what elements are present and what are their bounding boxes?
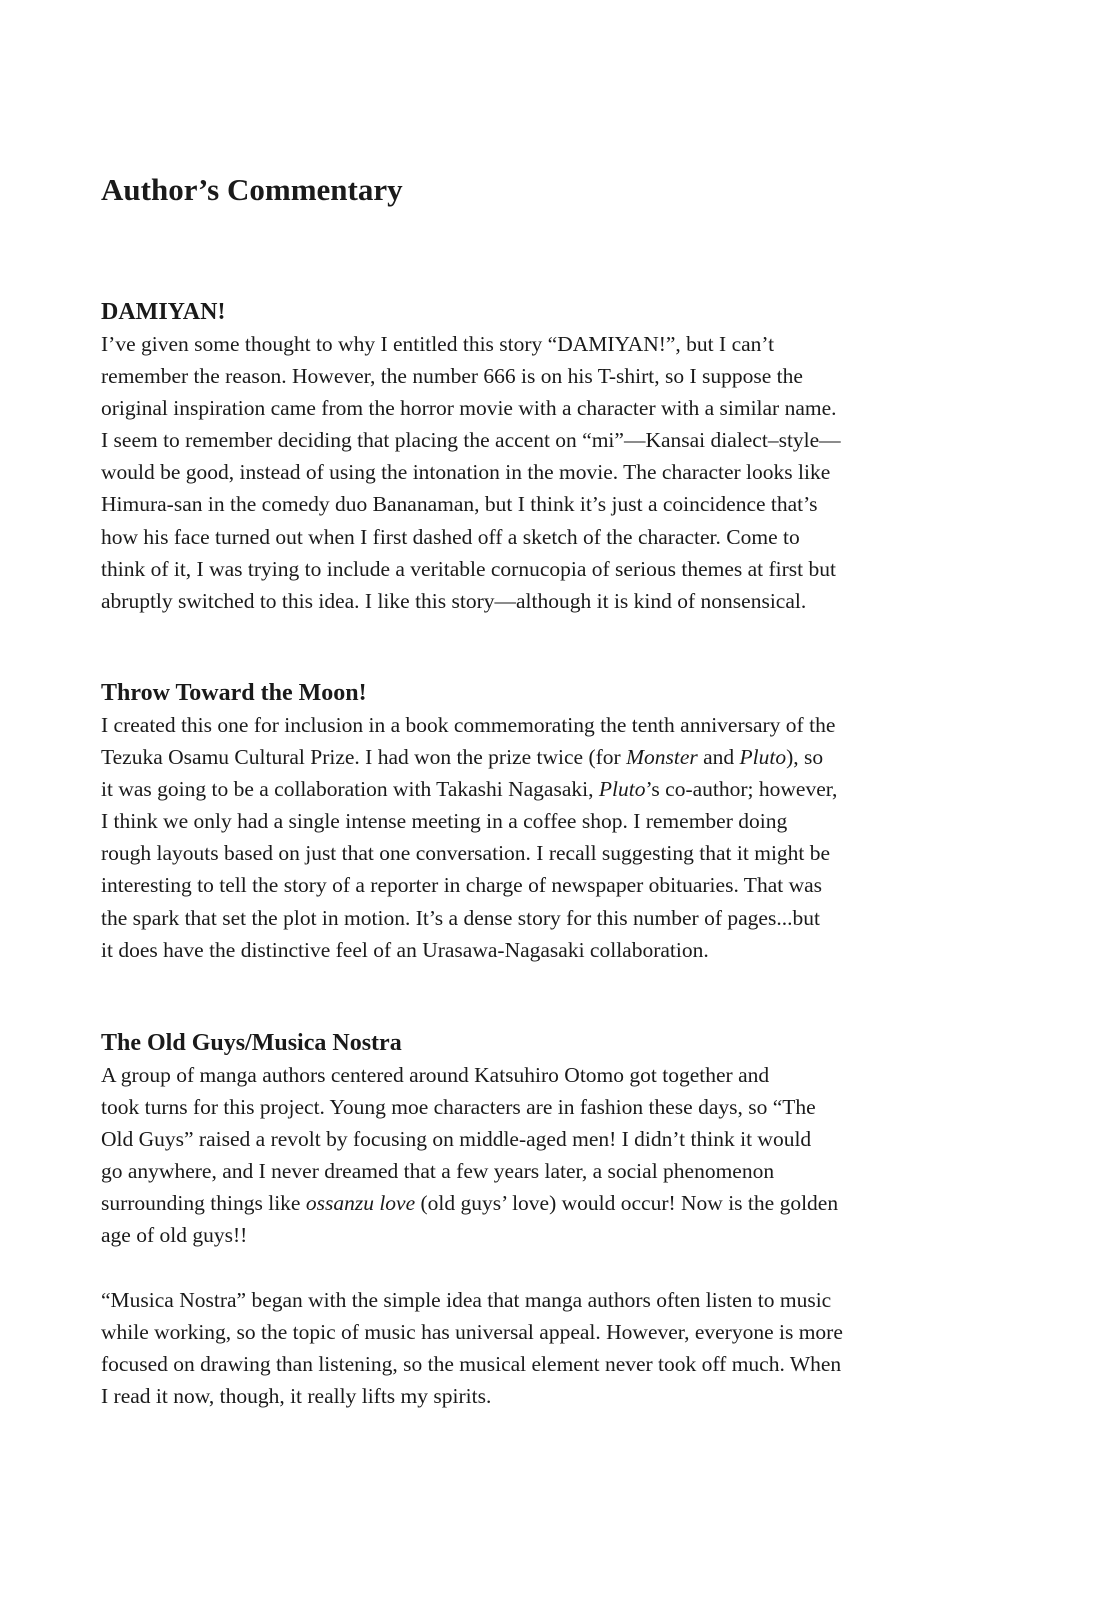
text-line: [101, 1316, 1001, 1348]
text-run: remember the reason. However, the number 666 is on his T-shirt, so I suppose the: [101, 364, 803, 389]
text-line: [101, 328, 1001, 360]
text-line: [101, 741, 1001, 773]
section-old-guys-musica-nostra: [101, 1027, 1001, 1412]
text-line: [101, 869, 1001, 901]
text-run: ), so: [786, 745, 824, 770]
text-line: [101, 424, 1001, 456]
section-body: [101, 709, 1001, 966]
section-heading: DAMIYAN!: [101, 299, 226, 325]
italic-title: Pluto: [598, 777, 646, 802]
text-run: abruptly switched to this idea. I like this story—although it is kind of nonsensical.: [101, 588, 807, 613]
text-run: A group of manga authors centered around Katsuhiro Otomo got together and: [101, 1063, 770, 1087]
text-run: Tezuka Osamu Cultural Prize. I had won the prize twice (for: [101, 745, 627, 770]
text-run: original inspiration came from the horror movie with a character with a similar name.: [101, 396, 837, 421]
text-run: I seem to remember deciding that placing the accent on “mi”—Kansai dialect–style—: [101, 428, 841, 453]
text-line: [101, 709, 1001, 741]
italic-title: Pluto: [739, 745, 787, 770]
text-run: I think we only had a single intense meeting in a coffee shop. I remember doing: [101, 809, 788, 834]
text-line: [101, 902, 1001, 934]
paragraph-gap: [101, 1252, 1001, 1284]
text-line: [101, 1187, 1001, 1219]
text-line: [101, 773, 1001, 805]
text-line: [101, 1348, 1001, 1380]
text-run: while working, so the topic of music has universal appeal. However, everyone is more: [101, 1319, 843, 1344]
text-run: Old Guys” raised a revolt by focusing on middle-aged men! I didn’t think it would: [101, 1127, 812, 1152]
text-line: [101, 805, 1001, 837]
section-throw-toward-the-moon: [101, 677, 1001, 966]
text-line: [101, 1380, 1001, 1412]
text-run: Himura-san in the comedy duo Bananaman, but I think it’s just a coincidence that’s: [101, 492, 818, 517]
section-heading: Throw Toward the Moon!: [101, 680, 367, 706]
italic-title: Monster: [626, 745, 698, 770]
text-line: [101, 1219, 1001, 1251]
text-run: it does have the distinctive feel of an Urasawa-Nagasaki collaboration.: [101, 937, 709, 962]
text-line: [101, 360, 1001, 392]
text-run: I read it now, though, it really lifts my spirits.: [101, 1383, 492, 1408]
text-run: I created this one for inclusion in a book commemorating the tenth anniversary of the: [101, 713, 836, 737]
text-line: [101, 1155, 1001, 1187]
text-run: interesting to tell the story of a reporter in charge of newspaper obituaries. That was: [101, 873, 823, 898]
text-line: [101, 392, 1001, 424]
text-run: how his face turned out when I first dashed off a sketch of the character. Come to: [101, 524, 800, 549]
text-line: [101, 488, 1001, 520]
text-run: age of old guys!!: [101, 1223, 248, 1248]
text-run: and: [697, 745, 740, 770]
text-run: think of it, I was trying to include a veritable cornucopia of serious themes at first but: [101, 556, 836, 581]
text-run: would be good, instead of using the intonation in the movie. The character looks like: [101, 460, 831, 485]
text-run: it was going to be a collaboration with Takashi Nagasaki,: [101, 777, 599, 802]
page-title: Author’s Commentary: [101, 172, 403, 207]
section-damiyan: [101, 296, 1001, 617]
text-run: (old guys’ love) would occur! Now is the golden: [415, 1191, 839, 1216]
text-run: “Musica Nostra” began with the simple idea that manga authors often listen to music: [101, 1287, 832, 1312]
text-run: took turns for this project. Young moe characters are in fashion these days, so “The: [101, 1095, 816, 1120]
text-line: [101, 1284, 1001, 1316]
paragraph: [101, 1059, 1001, 1252]
text-line: [101, 1123, 1001, 1155]
section-body: [101, 328, 1001, 617]
text-line: [101, 1091, 1001, 1123]
paragraph: [101, 709, 1001, 966]
text-run: I’ve given some thought to why I entitled this story “DAMIYAN!”, but I can’t: [101, 332, 775, 356]
text-run: focused on drawing than listening, so the musical element never took off much. When: [101, 1351, 842, 1376]
paragraph: [101, 328, 1001, 617]
text-line: [101, 456, 1001, 488]
text-line: [101, 934, 1001, 966]
text-line: [101, 585, 1001, 617]
text-run: ’s co-author; however,: [645, 777, 838, 802]
text-line: [101, 521, 1001, 553]
text-run: the spark that set the plot in motion. It’s a dense story for this number of pages...but: [101, 905, 820, 930]
paragraph: [101, 1284, 1001, 1412]
text-line: [101, 1059, 1001, 1091]
text-run: surrounding things like: [101, 1191, 306, 1216]
section-heading: The Old Guys/Musica Nostra: [101, 1030, 402, 1056]
text-run: go anywhere, and I never dreamed that a few years later, a social phenomenon: [101, 1159, 775, 1184]
text-run: rough layouts based on just that one conversation. I recall suggesting that it might be: [101, 841, 831, 866]
italic-title: ossanzu love: [305, 1191, 416, 1216]
section-body: [101, 1059, 1001, 1412]
text-line: [101, 553, 1001, 585]
text-line: [101, 837, 1001, 869]
